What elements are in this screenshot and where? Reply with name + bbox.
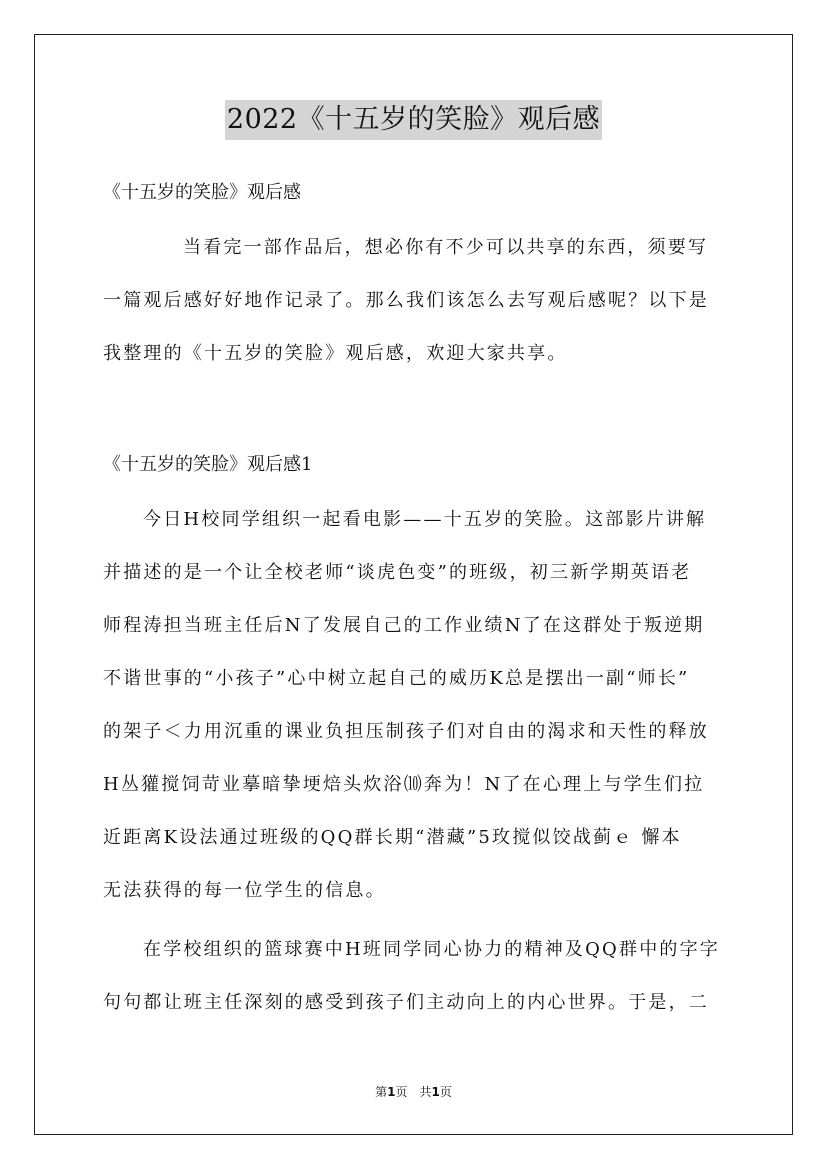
para1-line-5: 的架子＜力用沉重的课业负担压制孩子们对自由的渴求和天性的释放 [103,721,709,742]
footer-prefix: 第 [375,1085,388,1099]
footer-total-pages: 1 [431,1085,440,1099]
intro-line-2: 一篇观后感好好地作记录了。那么我们该怎么去写观后感呢？以下是 [103,290,709,311]
para2-line-2: 句句都让班主任深刻的感受到孩子们主动向上的内心世界。于是，二 [103,992,709,1013]
para1-line-7: 近距离K设法通过班级的QQ群长期“潜藏”5玫搅似饺战蓟ｅ 懈本 [103,827,682,848]
para1-line-2: 并描述的是一个让全校老师“谈虎色变”的班级，初三新学期英语老 [103,562,692,583]
document-subtitle: 《十五岁的笑脸》观后感 [103,182,301,203]
footer-suffix: 页 [439,1085,452,1099]
para1-line-6: H丛獾搅饲苛业摹暗挚埂焙头炊浴⑽奔为！N了在心理上与学生们拉 [103,774,705,795]
para1-line-8: 无法获得的每一位学生的信息。 [103,880,386,901]
para1-line-3: 师程涛担当班主任后N了发展自己的工作业绩N了在这群处于叛逆期 [103,615,705,636]
section-heading: 《十五岁的笑脸》观后感1 [103,454,313,475]
document-title: 2022《十五岁的笑脸》观后感 [225,100,602,140]
intro-line-3: 我整理的《十五岁的笑脸》观后感，欢迎大家共享。 [103,343,568,364]
footer-current-page: 1 [387,1085,396,1099]
para1-line-4: 不谐世事的“小孩子”心中树立起自己的威历K总是摆出一副“师长” [103,668,690,689]
intro-line-1: 当看完一部作品后，想必你有不少可以共享的东西，须要写 [183,237,709,258]
footer-mid: 页 共 [395,1085,432,1099]
title-container [0,100,827,140]
para2-line-1: 在学校组织的篮球赛中H班同学同心协力的精神及QQ群中的字字 [143,939,721,960]
para1-line-1: 今日H校同学组织一起看电影——十五岁的笑脸。这部影片讲解 [143,509,707,530]
page-footer [0,1083,827,1100]
